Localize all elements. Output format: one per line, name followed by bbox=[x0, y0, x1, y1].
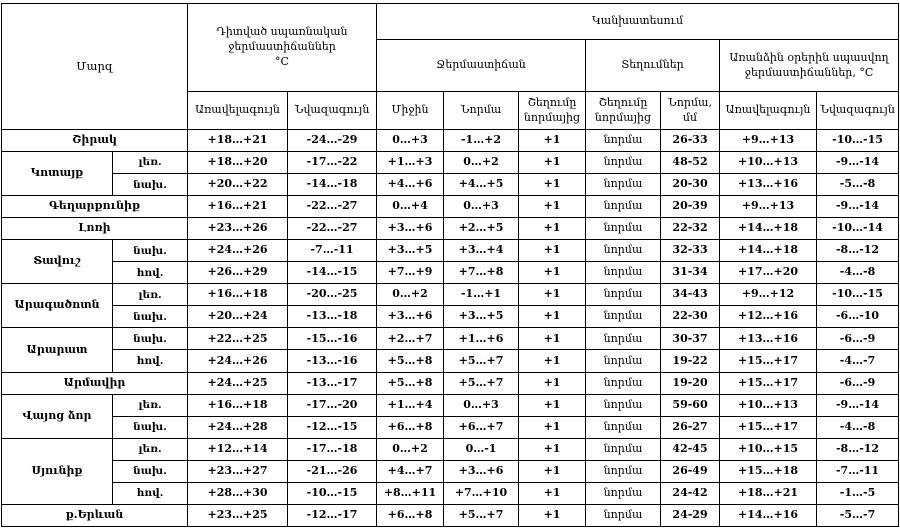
precip-deviation-cell: նորմա bbox=[586, 130, 661, 152]
obs-max-cell: +24…+26 bbox=[188, 240, 288, 262]
precip-norm-cell: 26-49 bbox=[661, 460, 720, 482]
table-row bbox=[2, 284, 899, 306]
header-max: Առավելագույն bbox=[188, 92, 288, 130]
extreme-min-cell: -9…-14 bbox=[817, 394, 899, 416]
norm-cell: +1…+6 bbox=[444, 328, 519, 350]
precip-norm-cell: 31-34 bbox=[661, 262, 720, 284]
obs-min-cell: -17…-18 bbox=[288, 438, 377, 460]
header-precip-norm: Նորմա, մմ bbox=[661, 92, 720, 130]
obs-max-cell: +16…+18 bbox=[188, 284, 288, 306]
norm-cell: -1…+2 bbox=[444, 130, 519, 152]
norm-cell: +4…+5 bbox=[444, 174, 519, 196]
deviation-cell: +1 bbox=[519, 306, 586, 328]
subzone-cell: հով. bbox=[113, 350, 188, 372]
precip-norm-cell: 19-22 bbox=[661, 350, 720, 372]
precip-norm-cell: 24-42 bbox=[661, 482, 720, 504]
mean-cell: +4…+6 bbox=[377, 174, 444, 196]
obs-min-cell: -12…-15 bbox=[288, 416, 377, 438]
header-extreme-max: Առավելագույն bbox=[720, 92, 817, 130]
mean-cell: 0…+4 bbox=[377, 196, 444, 218]
obs-min-cell: -13…-16 bbox=[288, 350, 377, 372]
extreme-max-cell: +15…+17 bbox=[720, 416, 817, 438]
extreme-min-cell: -1…-5 bbox=[817, 482, 899, 504]
deviation-cell: +1 bbox=[519, 262, 586, 284]
precip-deviation-cell: նորմա bbox=[586, 394, 661, 416]
region-cell: Գեղարքունիք bbox=[2, 196, 188, 218]
extreme-min-cell: -9…-14 bbox=[817, 152, 899, 174]
mean-cell: +2…+7 bbox=[377, 328, 444, 350]
extreme-max-cell: +9…+13 bbox=[720, 196, 817, 218]
precip-deviation-cell: նորմա bbox=[586, 174, 661, 196]
extreme-max-cell: +10…+13 bbox=[720, 152, 817, 174]
obs-min-cell: -14…-18 bbox=[288, 174, 377, 196]
forecast-table bbox=[1, 3, 899, 527]
extreme-max-cell: +9…+13 bbox=[720, 130, 817, 152]
region-cell: Սյունիք bbox=[2, 438, 113, 504]
table-row bbox=[2, 306, 899, 328]
mean-cell: +1…+4 bbox=[377, 394, 444, 416]
table-row bbox=[2, 416, 899, 438]
precip-deviation-cell: նորմա bbox=[586, 306, 661, 328]
mean-cell: +5…+8 bbox=[377, 372, 444, 394]
extreme-max-cell: +13…+16 bbox=[720, 328, 817, 350]
extreme-max-cell: +18…+21 bbox=[720, 482, 817, 504]
obs-max-cell: +16…+21 bbox=[188, 196, 288, 218]
precip-deviation-cell: նորմա bbox=[586, 284, 661, 306]
table-row bbox=[2, 240, 899, 262]
obs-min-cell: -7…-11 bbox=[288, 240, 377, 262]
deviation-cell: +1 bbox=[519, 196, 586, 218]
table-row bbox=[2, 372, 899, 394]
table-row bbox=[2, 174, 899, 196]
header-norm: Նորմա bbox=[444, 92, 519, 130]
table-row bbox=[2, 262, 899, 284]
deviation-cell: +1 bbox=[519, 372, 586, 394]
extreme-min-cell: -4…-8 bbox=[817, 262, 899, 284]
subzone-cell: նախ. bbox=[113, 174, 188, 196]
obs-min-cell: -13…-18 bbox=[288, 306, 377, 328]
obs-max-cell: +18…+20 bbox=[188, 152, 288, 174]
obs-max-cell: +24…+25 bbox=[188, 372, 288, 394]
subzone-cell: նախ. bbox=[113, 328, 188, 350]
mean-cell: +3…+6 bbox=[377, 306, 444, 328]
region-cell: Տավուշ bbox=[2, 240, 113, 284]
precip-deviation-cell: նորմա bbox=[586, 218, 661, 240]
obs-max-cell: +26…+29 bbox=[188, 262, 288, 284]
region-cell: Լոռի bbox=[2, 218, 188, 240]
norm-cell: +5…+7 bbox=[444, 372, 519, 394]
norm-cell: 0…-1 bbox=[444, 438, 519, 460]
extreme-max-cell: +9…+12 bbox=[720, 284, 817, 306]
obs-max-cell: +24…+26 bbox=[188, 350, 288, 372]
region-cell: Արարատ bbox=[2, 328, 113, 372]
obs-min-cell: -17…-22 bbox=[288, 152, 377, 174]
precip-norm-cell: 20-39 bbox=[661, 196, 720, 218]
table-header bbox=[2, 4, 899, 130]
table-body bbox=[2, 130, 899, 527]
norm-cell: +2…+5 bbox=[444, 218, 519, 240]
header-min: Նվազագույն bbox=[288, 92, 377, 130]
norm-cell: +3…+4 bbox=[444, 240, 519, 262]
extreme-min-cell: -6…-9 bbox=[817, 372, 899, 394]
table-row bbox=[2, 218, 899, 240]
table-row bbox=[2, 504, 899, 526]
norm-cell: +3…+5 bbox=[444, 306, 519, 328]
extreme-max-cell: +10…+13 bbox=[720, 394, 817, 416]
table-row bbox=[2, 328, 899, 350]
extreme-max-cell: +12…+16 bbox=[720, 306, 817, 328]
norm-cell: 0…+3 bbox=[444, 394, 519, 416]
obs-min-cell: -14…-15 bbox=[288, 262, 377, 284]
precip-deviation-cell: նորմա bbox=[586, 328, 661, 350]
deviation-cell: +1 bbox=[519, 394, 586, 416]
mean-cell: +5…+8 bbox=[377, 350, 444, 372]
region-cell: Շիրակ bbox=[2, 130, 188, 152]
extreme-max-cell: +15…+18 bbox=[720, 460, 817, 482]
obs-min-cell: -13…-17 bbox=[288, 372, 377, 394]
table-row bbox=[2, 152, 899, 174]
header-mean: Միջին bbox=[377, 92, 444, 130]
header-forecast: Կանխատեսում bbox=[377, 4, 899, 40]
norm-cell: +5…+7 bbox=[444, 504, 519, 526]
table-row bbox=[2, 482, 899, 504]
region-cell: ք.Երևան bbox=[2, 504, 188, 526]
precip-norm-cell: 26-33 bbox=[661, 130, 720, 152]
obs-max-cell: +24…+28 bbox=[188, 416, 288, 438]
header-observed bbox=[188, 4, 377, 92]
precip-deviation-cell: նորմա bbox=[586, 196, 661, 218]
obs-max-cell: +23…+26 bbox=[188, 218, 288, 240]
norm-cell: 0…+2 bbox=[444, 152, 519, 174]
norm-cell: +7…+8 bbox=[444, 262, 519, 284]
extreme-min-cell: -10…-15 bbox=[817, 130, 899, 152]
subzone-cell: նախ. bbox=[113, 416, 188, 438]
mean-cell: +8…+11 bbox=[377, 482, 444, 504]
obs-max-cell: +16…+18 bbox=[188, 394, 288, 416]
subzone-cell: նախ. bbox=[113, 306, 188, 328]
extreme-min-cell: -6…-10 bbox=[817, 306, 899, 328]
obs-max-cell: +28…+30 bbox=[188, 482, 288, 504]
subzone-cell: հով. bbox=[113, 262, 188, 284]
norm-cell: +3…+6 bbox=[444, 460, 519, 482]
precip-norm-cell: 59-60 bbox=[661, 394, 720, 416]
extreme-min-cell: -10…-15 bbox=[817, 284, 899, 306]
subzone-cell: նախ. bbox=[113, 240, 188, 262]
header-precip-deviation: Շեղումը նորմայից bbox=[586, 92, 661, 130]
norm-cell: +7…+10 bbox=[444, 482, 519, 504]
obs-max-cell: +20…+24 bbox=[188, 306, 288, 328]
mean-cell: +4…+7 bbox=[377, 460, 444, 482]
extreme-min-cell: -6…-9 bbox=[817, 328, 899, 350]
extreme-max-cell: +14…+16 bbox=[720, 504, 817, 526]
norm-cell: 0…+3 bbox=[444, 196, 519, 218]
mean-cell: +6…+8 bbox=[377, 416, 444, 438]
extreme-max-cell: +15…+17 bbox=[720, 372, 817, 394]
precip-deviation-cell: նորմա bbox=[586, 482, 661, 504]
extreme-min-cell: -8…-12 bbox=[817, 438, 899, 460]
precip-norm-cell: 22-30 bbox=[661, 306, 720, 328]
obs-max-cell: +18…+21 bbox=[188, 130, 288, 152]
extreme-min-cell: -7…-11 bbox=[817, 460, 899, 482]
mean-cell: 0…+2 bbox=[377, 438, 444, 460]
norm-cell: +6…+7 bbox=[444, 416, 519, 438]
deviation-cell: +1 bbox=[519, 482, 586, 504]
deviation-cell: +1 bbox=[519, 240, 586, 262]
obs-max-cell: +23…+25 bbox=[188, 504, 288, 526]
obs-min-cell: -15…-16 bbox=[288, 328, 377, 350]
precip-deviation-cell: նորմա bbox=[586, 240, 661, 262]
precip-deviation-cell: նորմա bbox=[586, 262, 661, 284]
obs-min-cell: -22…-27 bbox=[288, 218, 377, 240]
precip-norm-cell: 34-43 bbox=[661, 284, 720, 306]
extreme-max-cell: +17…+20 bbox=[720, 262, 817, 284]
deviation-cell: +1 bbox=[519, 284, 586, 306]
deviation-cell: +1 bbox=[519, 350, 586, 372]
extreme-max-cell: +13…+16 bbox=[720, 174, 817, 196]
obs-min-cell: -12…-17 bbox=[288, 504, 377, 526]
precip-deviation-cell: նորմա bbox=[586, 350, 661, 372]
obs-max-cell: +23…+27 bbox=[188, 460, 288, 482]
extreme-min-cell: -5…-7 bbox=[817, 504, 899, 526]
deviation-cell: +1 bbox=[519, 328, 586, 350]
precip-norm-cell: 30-37 bbox=[661, 328, 720, 350]
deviation-cell: +1 bbox=[519, 218, 586, 240]
precip-deviation-cell: նորմա bbox=[586, 152, 661, 174]
precip-deviation-cell: նորմա bbox=[586, 438, 661, 460]
header-precip: Տեղումներ bbox=[586, 40, 720, 92]
header-extremes: Առանձին օրերին սպասվող ջերմաստիճաններ, °C bbox=[720, 40, 899, 92]
header-extreme-min: Նվազագույն bbox=[817, 92, 899, 130]
deviation-cell: +1 bbox=[519, 152, 586, 174]
precip-norm-cell: 26-27 bbox=[661, 416, 720, 438]
precip-norm-cell: 24-29 bbox=[661, 504, 720, 526]
table-row bbox=[2, 460, 899, 482]
extreme-min-cell: -8…-12 bbox=[817, 240, 899, 262]
subzone-cell: հով. bbox=[113, 482, 188, 504]
header-region: Մարզ bbox=[2, 4, 188, 130]
extreme-max-cell: +14…+18 bbox=[720, 218, 817, 240]
deviation-cell: +1 bbox=[519, 504, 586, 526]
subzone-cell: նախ. bbox=[113, 460, 188, 482]
deviation-cell: +1 bbox=[519, 130, 586, 152]
region-cell: Վայոց ձոր bbox=[2, 394, 113, 438]
obs-min-cell: -24…-29 bbox=[288, 130, 377, 152]
extreme-max-cell: +14…+18 bbox=[720, 240, 817, 262]
subzone-cell: լեռ. bbox=[113, 438, 188, 460]
precip-deviation-cell: նորմա bbox=[586, 416, 661, 438]
region-cell: Կոտայք bbox=[2, 152, 113, 196]
precip-deviation-cell: նորմա bbox=[586, 504, 661, 526]
precip-deviation-cell: նորմա bbox=[586, 460, 661, 482]
precip-deviation-cell: նորմա bbox=[586, 372, 661, 394]
mean-cell: 0…+2 bbox=[377, 284, 444, 306]
norm-cell: +5…+7 bbox=[444, 350, 519, 372]
table-row bbox=[2, 394, 899, 416]
obs-max-cell: +12…+14 bbox=[188, 438, 288, 460]
extreme-max-cell: +15…+17 bbox=[720, 350, 817, 372]
mean-cell: +6…+8 bbox=[377, 504, 444, 526]
header-deviation: Շեղումը նորմայից bbox=[519, 92, 586, 130]
precip-norm-cell: 32-33 bbox=[661, 240, 720, 262]
norm-cell: -1…+1 bbox=[444, 284, 519, 306]
header-observed-label: Դիտված սպառնական ջերմաստիճաններ bbox=[216, 25, 348, 54]
extreme-min-cell: -10…-14 bbox=[817, 218, 899, 240]
obs-max-cell: +22…+25 bbox=[188, 328, 288, 350]
extreme-min-cell: -9…-14 bbox=[817, 196, 899, 218]
precip-norm-cell: 20-30 bbox=[661, 174, 720, 196]
extreme-max-cell: +10…+15 bbox=[720, 438, 817, 460]
table-row bbox=[2, 130, 899, 152]
mean-cell: +3…+6 bbox=[377, 218, 444, 240]
obs-min-cell: -10…-15 bbox=[288, 482, 377, 504]
header-observed-unit: °C bbox=[275, 54, 289, 68]
region-cell: Արագածոտն bbox=[2, 284, 113, 328]
obs-min-cell: -22…-27 bbox=[288, 196, 377, 218]
deviation-cell: +1 bbox=[519, 438, 586, 460]
extreme-min-cell: -4…-7 bbox=[817, 350, 899, 372]
subzone-cell: լեռ. bbox=[113, 394, 188, 416]
subzone-cell: լեռ. bbox=[113, 284, 188, 306]
subzone-cell: լեռ. bbox=[113, 152, 188, 174]
header-temperature: Ջերմաստիճան bbox=[377, 40, 586, 92]
table-row bbox=[2, 196, 899, 218]
precip-norm-cell: 22-32 bbox=[661, 218, 720, 240]
precip-norm-cell: 48-52 bbox=[661, 152, 720, 174]
table-row bbox=[2, 350, 899, 372]
precip-norm-cell: 42-45 bbox=[661, 438, 720, 460]
obs-min-cell: -21…-26 bbox=[288, 460, 377, 482]
obs-max-cell: +20…+22 bbox=[188, 174, 288, 196]
mean-cell: +3…+5 bbox=[377, 240, 444, 262]
mean-cell: +1…+3 bbox=[377, 152, 444, 174]
extreme-min-cell: -4…-8 bbox=[817, 416, 899, 438]
table-row bbox=[2, 438, 899, 460]
deviation-cell: +1 bbox=[519, 416, 586, 438]
mean-cell: +7…+9 bbox=[377, 262, 444, 284]
deviation-cell: +1 bbox=[519, 460, 586, 482]
extreme-min-cell: -5…-8 bbox=[817, 174, 899, 196]
obs-min-cell: -20…-25 bbox=[288, 284, 377, 306]
deviation-cell: +1 bbox=[519, 174, 586, 196]
obs-min-cell: -17…-20 bbox=[288, 394, 377, 416]
region-cell: Արմավիր bbox=[2, 372, 188, 394]
mean-cell: 0…+3 bbox=[377, 130, 444, 152]
precip-norm-cell: 19-20 bbox=[661, 372, 720, 394]
